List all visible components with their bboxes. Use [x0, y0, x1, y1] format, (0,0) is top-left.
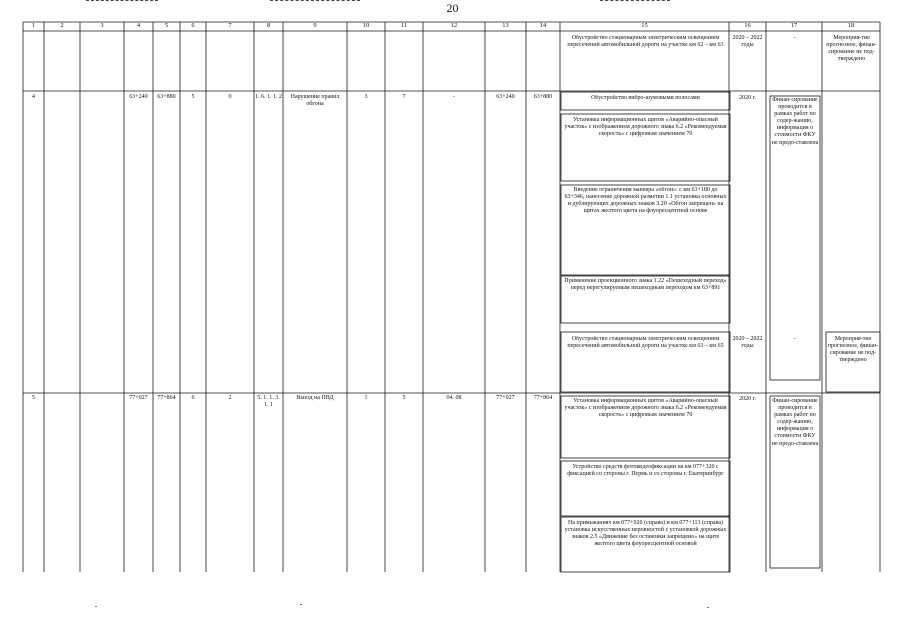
row4-col14: 63+880 — [533, 94, 553, 100]
row4-km-start: 63+240 — [129, 94, 148, 100]
row5-km-end: 77+864 — [157, 395, 176, 401]
row4-extra-financing: - — [793, 336, 796, 342]
header-col-14: 14 — [539, 22, 547, 29]
row5-financing: Финан-сирование проводится в рамках работ по содер-жанию, информация о стоимости ФКУ не предо-ставлена — [771, 398, 819, 447]
header-col-18: 18 — [847, 22, 855, 29]
row4-extra-period: 2020 – 2022 годы — [732, 336, 763, 350]
row5-col11: 5 — [402, 395, 406, 401]
top-block-measure: Обустройство стационарным электрическим освещением пересечений автомобильной дороги на участке км 62 – км 63 — [567, 35, 724, 49]
row5-col12: 04. 08 — [446, 395, 462, 401]
row4-col11: 7 — [402, 94, 406, 100]
top-block-note: Мероприя-тие прогнозное, финан-сирование не под-тверждено — [826, 35, 877, 63]
row5-measure-1: Установка информационных щитов «Аварийно-опасный участок» с изображением дорожного знака 6.2 «Рекомендуемая скорость» с цифровым значением 70 — [564, 398, 727, 419]
row4-col13: 63+240 — [496, 94, 515, 100]
top-block-period: 2020 – 2022 годы — [732, 35, 763, 49]
header-col-1: 1 — [31, 22, 36, 29]
row4-number: 4 — [32, 94, 35, 100]
row5-km-start: 77+027 — [129, 395, 148, 401]
header-col-9: 9 — [313, 22, 317, 29]
row4-measure-1: Обустройство вибро-шумовыми полосами — [591, 95, 700, 101]
row4-col12: - — [453, 94, 455, 100]
header-col-2: 2 — [60, 22, 64, 29]
page-number: 20 — [446, 1, 459, 15]
header-col-7: 7 — [228, 22, 232, 29]
header-col-4: 4 — [136, 22, 141, 29]
row4-col10: 3 — [364, 94, 368, 100]
header-col-17: 17 — [790, 22, 798, 29]
header-col-3: 3 — [100, 22, 104, 29]
row5-col10: 1 — [364, 395, 368, 401]
row4-measure-4: Применение проекционного знака 1.22 «Пешеходный переход» перед нерегулируемым пешеходным переходом км 63+891 — [564, 278, 727, 292]
row4-measure-3: Введение ограничения маневра «обгон»: с км 63+180 до 63+346, нанесение дорожной разметки 1.1 установка основных и дублирующих дорожных знаков 3.20 «Обгон запрещен» на щитах желтого цвета на флуоресцентной основе — [564, 187, 727, 215]
row4-col8: 1. 6. 1. 1. 2 — [255, 94, 282, 100]
scan-artifact — [300, 604, 302, 605]
row5-measure-3: На примыканиях км 077+020 (справа) и км 077+113 (справа) установка искусственных неровностей с установкой дорожных знаков 2.5 «Движение без остановки запрещено» на щите желтого цвета флуоресцентной основой — [564, 520, 727, 548]
header-col-16: 16 — [744, 22, 751, 29]
header-col-5: 5 — [164, 22, 169, 29]
scan-artifact — [95, 606, 97, 607]
row5-col14: 77+864 — [533, 395, 553, 401]
header-col-15: 15 — [641, 22, 648, 29]
scan-artifact — [707, 607, 709, 608]
row5-col13: 77+027 — [496, 395, 515, 401]
row5-measure-2: Устройство средств фотовидеофиксации на км 077+320 с фиксацией со стороны г. Пермь и со стороны г. Екатеринбург — [567, 464, 724, 478]
row5-col8: 5. 1. 1. 3. 1. 1 — [257, 395, 280, 409]
row4-measure-2: Установка информационных щитов «Аварийно-опасный участок» с изображением дорожного знака 6.2 «Рекомендуемая скорость» с цифровым значением 70 — [564, 117, 727, 138]
header-col-10: 10 — [362, 22, 370, 29]
row4-extra-measure: Обустройство стационарным электрическим освещением пересечений автомобильной дороги на участке км 63 – км 65 — [567, 336, 724, 350]
header-col-8: 8 — [266, 22, 271, 29]
header-col-12: 12 — [450, 22, 458, 29]
row5-period: 2020 г. — [739, 396, 756, 402]
row4-period: 2020 г. — [739, 95, 756, 101]
row4-violation: Нарушение правил обгона — [290, 94, 340, 108]
row5-violation: Выезд на ПВД — [296, 395, 334, 401]
row5-col7: 2 — [228, 395, 232, 401]
row4-col6: 5 — [191, 94, 195, 100]
row4-financing: Финан-сирование проводится в рамках работ по содер-жанию, информация о стоимости ФКУ не предо-ставлена — [771, 97, 819, 146]
header-col-11: 11 — [400, 22, 408, 29]
row4-extra-note: Мероприя-тие прогнозное, финан-сирование не под-тверждено — [827, 336, 879, 364]
row4-km-end: 63+880 — [157, 94, 176, 100]
row4-col7: 0 — [228, 94, 232, 100]
top-block-financing: - — [793, 35, 796, 41]
row5-col6: 6 — [191, 395, 195, 401]
row5-number: 5 — [32, 395, 35, 401]
header-col-13: 13 — [502, 22, 509, 29]
header-col-6: 6 — [191, 22, 195, 29]
